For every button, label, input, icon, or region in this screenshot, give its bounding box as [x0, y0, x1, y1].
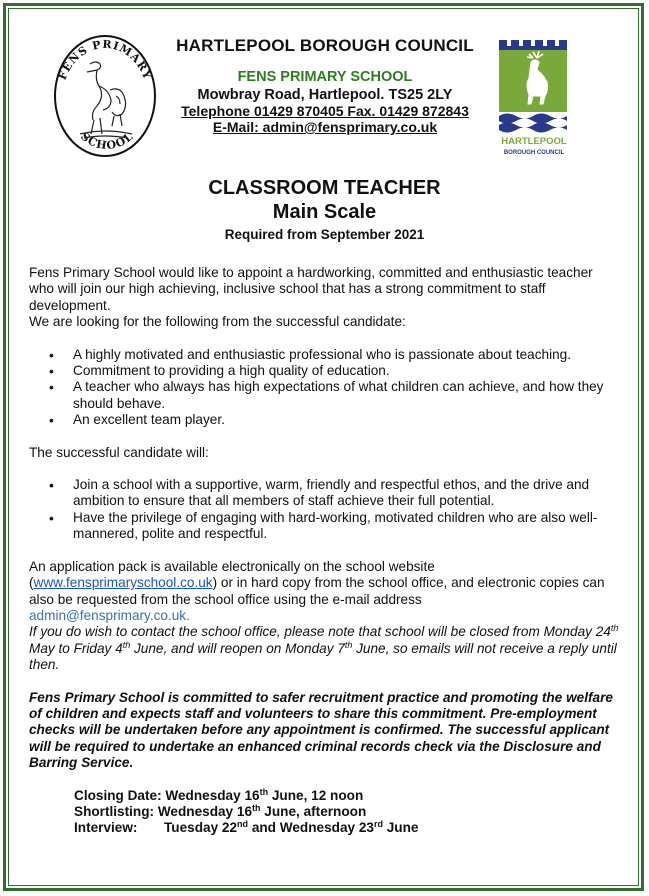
shortlisting-row [74, 804, 621, 820]
list-item: • A highly motivated and enthusiastic professional who is passionate about teaching. [29, 347, 621, 363]
closure-text: June, and will reopen on Monday 7 [130, 640, 345, 656]
school-address: Mowbray Road, Hartlepool. TS25 2LY [197, 87, 453, 103]
application-paragraph [29, 559, 621, 608]
closure-sup: th [610, 623, 619, 634]
shortlisting-sup: th [252, 802, 261, 813]
advert-body [29, 265, 621, 837]
interview-label: Interview: [74, 820, 138, 836]
job-title-block [0, 177, 649, 242]
application-text-before: An application pack is available electronically on the school website ( [29, 558, 435, 591]
council-logo-line2: BOROUGH COUNCIL [503, 150, 565, 156]
fens-primary-school-crest-icon [50, 30, 160, 160]
office-closure-notice [29, 624, 621, 673]
crest-top-text: FENS PRIMARY [55, 37, 155, 82]
closing-date-value: Wednesday 16 [161, 787, 260, 803]
intro-lookingfor: We are looking for the following from the successful candidate: [29, 314, 406, 330]
closing-date-label: Closing Date: [74, 787, 162, 803]
list-item: • A teacher who always has high expectations of what children can achieve, and how they should behave. [29, 379, 621, 412]
job-title: CLASSROOM TEACHER [208, 177, 441, 199]
council-name: HARTLEPOOL BOROUGH COUNCIL [176, 36, 474, 55]
shortlisting-value: June, afternoon [260, 803, 367, 819]
shortlisting-label: Shortlisting: [74, 803, 155, 819]
interview-row [74, 820, 621, 836]
closure-sup: th [122, 639, 131, 650]
svg-text:FENS PRIMARY [56, 38, 155, 82]
application-email-link[interactable]: admin@fensprimary.co.uk. [29, 607, 190, 623]
interview-value: June [382, 820, 419, 836]
requirements-list [29, 347, 621, 429]
offers-list [29, 477, 621, 543]
council-logo-line1: HARTLEPOOL [501, 136, 567, 147]
closure-text: If you do wish to contact the school office, please note that school will be closed from Monday 24 [29, 624, 611, 640]
shortlisting-value: Wednesday 16 [154, 803, 253, 819]
closing-date-value: June, 12 noon [268, 787, 364, 803]
safeguarding-statement: Fens Primary School is committed to safer recruitment practice and promoting the welfare of children and expects staff and volunteers to share this commitment. Pre-employment checks will be undertaken before any appointment is confirmed. The successful applicant will be required to undertake an enhanced criminal records check via the Disclosure and Barring Service. [29, 689, 613, 771]
interview-value: and Wednesday 23 [248, 820, 374, 836]
school-name: FENS PRIMARY SCHOOL [237, 69, 413, 85]
list-item: • An excellent team player. [29, 412, 621, 428]
closing-date-row [74, 788, 621, 804]
interview-sup: nd [237, 819, 249, 830]
school-telephone: Telephone 01429 870405 Fax. 01429 872843 [181, 103, 469, 119]
closure-text: June, so emails will not receive a reply until then. [29, 640, 617, 673]
letterhead [155, 36, 495, 135]
interview-value: Tuesday 22 [164, 820, 238, 836]
closure-sup: th [344, 639, 353, 650]
hartlepool-borough-council-crest-icon [497, 36, 573, 158]
interview-sup: rd [373, 819, 383, 830]
closure-text: May to Friday 4 [29, 640, 123, 656]
job-scale: Main Scale [272, 201, 377, 223]
list-item: • Commitment to providing a high quality of education. [29, 363, 621, 379]
list-item: • Join a school with a supportive, warm, friendly and respectful ethos, and the drive and ambition to ensure that all members of staff achieve their full potential. [29, 477, 621, 510]
school-website-link[interactable]: www.fensprimaryschool.co.uk [33, 575, 213, 591]
offer-intro: The successful candidate will: [29, 444, 209, 460]
crest-bottom-text: SCHOOL [78, 129, 136, 153]
application-text-after: ) or in hard copy from the school office, and electronic copies can also be requested from the school office using the e-mail address [29, 575, 605, 607]
job-start: Required from September 2021 [224, 227, 425, 242]
school-email: E-Mail: admin@fensprimary.co.uk [212, 119, 438, 135]
intro-paragraph: Fens Primary School would like to appoint a hardworking, committed and enthusiastic teacher who will join our high achieving, inclusive school that has a strong commitment to staff development. [29, 265, 593, 313]
key-dates [74, 788, 621, 837]
closing-date-sup: th [259, 786, 269, 797]
list-item: • Have the privilege of engaging with hard-working, motivated children who are also well-mannered, polite and respectful. [29, 510, 621, 543]
